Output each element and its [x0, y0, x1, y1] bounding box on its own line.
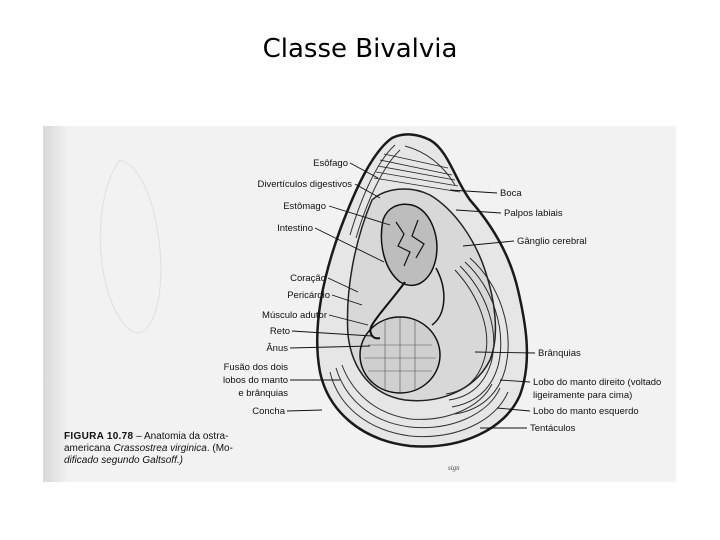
label-lobo-direito-line1: Lobo do manto direito (voltado	[533, 377, 662, 388]
label-coracao: Coração	[290, 273, 326, 284]
label-estomago: Estômago	[283, 201, 326, 212]
label-anus: Ânus	[266, 343, 288, 354]
label-ganglio-cerebral: Gânglio cerebral	[517, 236, 587, 247]
caption-figure-number: FIGURA 10.78	[64, 431, 134, 442]
label-concha: Concha	[252, 406, 285, 417]
label-palpos-labiais: Palpos labiais	[504, 208, 563, 219]
label-diverticulos: Divertículos digestivos	[257, 179, 352, 190]
label-intestino: Intestino	[277, 223, 313, 234]
label-tentaculos: Tentáculos	[530, 423, 576, 434]
label-reto: Reto	[269, 326, 290, 337]
caption-text-4: dificado segundo Galtsoff.)	[64, 455, 183, 466]
caption-species: Crassostrea virginica	[113, 443, 207, 454]
slide-title: Classe Bivalvia	[262, 34, 458, 64]
label-lobo-direito-line2: ligeiramente para cima)	[533, 390, 633, 401]
caption-text-2: americana	[64, 443, 114, 454]
figure-caption	[64, 431, 254, 467]
artist-signature: sign	[448, 464, 460, 472]
label-branquias: Brânquias	[538, 348, 581, 359]
caption-text-3: . (Mo-	[206, 443, 233, 454]
label-pericardio: Pericárdio	[287, 290, 330, 301]
label-lobo-esquerdo: Lobo do manto esquerdo	[533, 406, 639, 417]
label-boca: Boca	[500, 188, 522, 199]
label-musculo-adutor: Músculo adutor	[262, 310, 327, 321]
caption-text-1: – Anatomia da ostra-	[133, 431, 229, 442]
label-fusao-line1: Fusão dos dois	[223, 362, 288, 373]
label-esofago: Esôfago	[313, 158, 348, 169]
label-fusao-line3: e brânquias	[238, 388, 288, 399]
ghost-sketch	[100, 160, 161, 333]
label-fusao-line2: lobos do manto	[223, 375, 288, 386]
